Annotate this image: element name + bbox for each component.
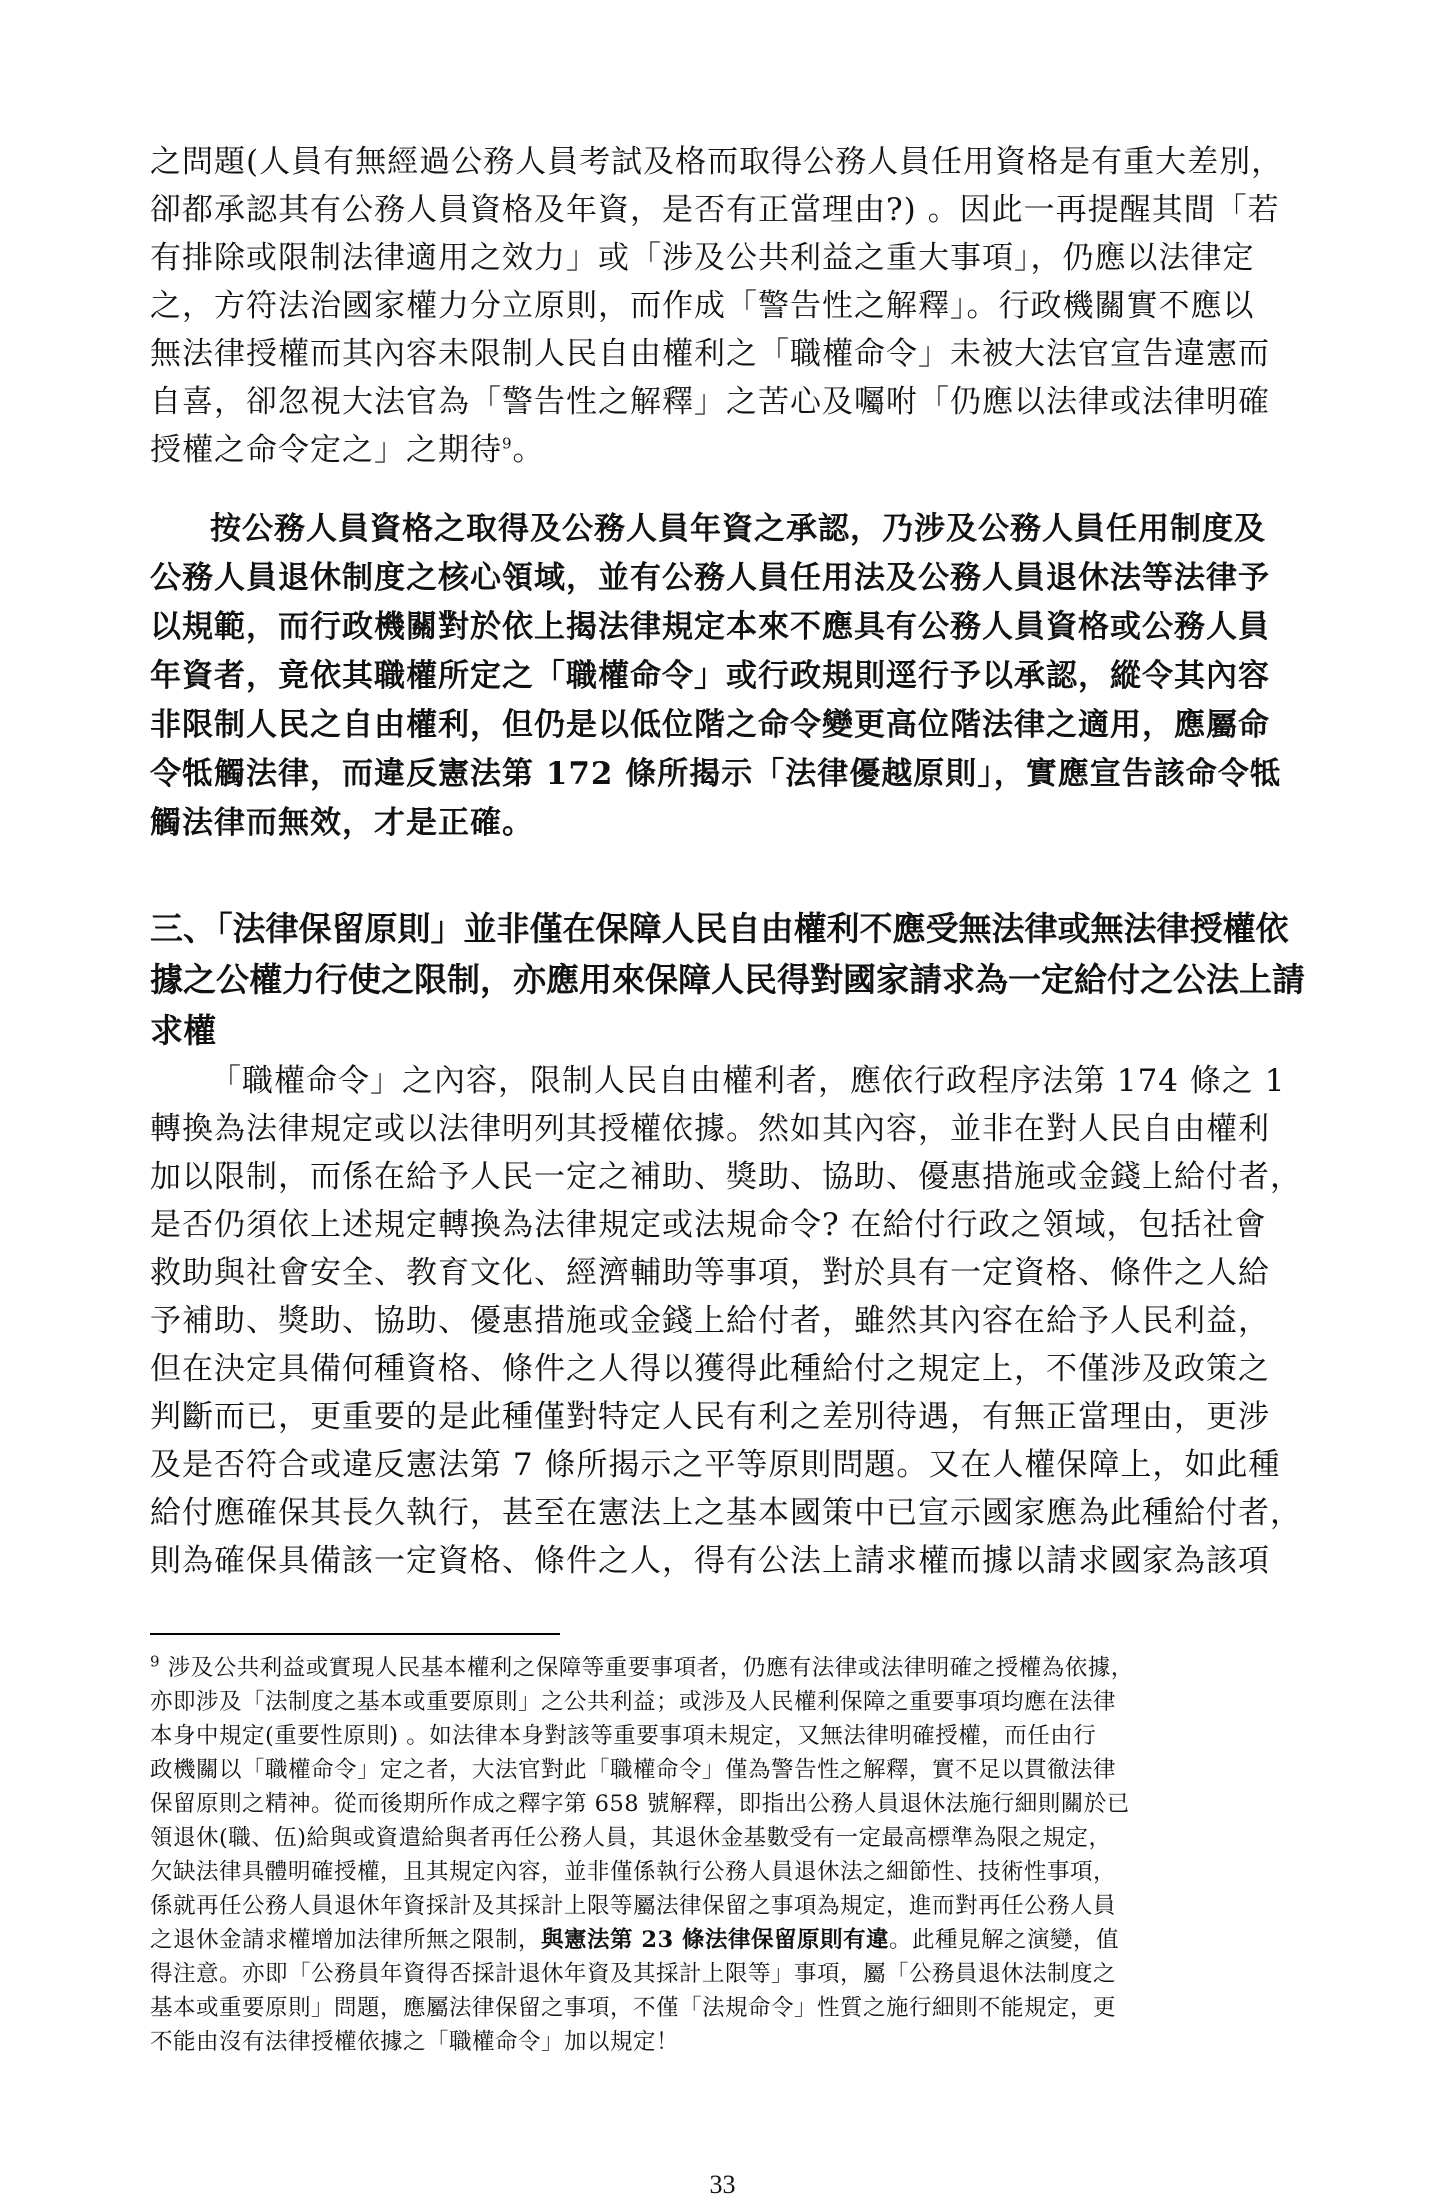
text-span: 涉及公共利益或實現人民基本權利之保障等重要事項者，仍應有法律或法律明確之授權為依據， xyxy=(167,1655,1134,1681)
page-number: 33 xyxy=(709,2170,736,2199)
footnote-line: 得注意。亦即「公務員年資得否採計退休年資及其採計上限等」事項，屬「公務員退休法制度之 xyxy=(150,1961,1117,1987)
footnote-line: 欠缺法律具體明確授權，且其規定內容，並非僅係執行公務人員退休法之細節性、技術性事項， xyxy=(150,1859,1117,1885)
text-line: 年資者，竟依其職權所定之「職權命令」或行政規則逕行予以承認，縱令其內容 xyxy=(150,658,1270,694)
text-span: 之退休金請求權增加法律所無之限制， xyxy=(150,1927,542,1953)
footnote-line xyxy=(150,1923,1300,1957)
text-line: 及是否符合或違反憲法第 7 條所揭示之平等原則問題。又在人權保障上，如此種 xyxy=(150,1447,1281,1483)
footnote-line: 保留原則之精神。從而後期所作成之釋字第 658 號解釋，即指出公務人員退休法施行細則關於已 xyxy=(150,1791,1130,1817)
text-line: 則為確保具備該一定資格、條件之人，得有公法上請求權而據以請求國家為該項 xyxy=(150,1543,1270,1579)
text-line: 加以限制，而係在給予人民一定之補助、獎助、協助、優惠措施或金錢上給付者， xyxy=(150,1159,1302,1195)
text-line: 給付應確保其長久執行，甚至在憲法上之基本國策中已宣示國家應為此種給付者， xyxy=(150,1495,1302,1531)
footnote-line: 本身中規定(重要性原則) 。如法律本身對該等重要事項未規定，又無法律明確授權，而任由行 xyxy=(150,1723,1097,1749)
text-line: 按公務人員資格之取得及公務人員年資之承認，乃涉及公務人員任用制度及 xyxy=(210,511,1266,547)
text-span: 。此種見解之演變，值 xyxy=(889,1927,1120,1953)
text-line: 以規範，而行政機關對於依上揭法律規定本來不應具有公務人員資格或公務人員 xyxy=(150,609,1270,645)
text-span: 。 xyxy=(512,432,545,468)
text-line-with-footnote xyxy=(150,426,1300,474)
text-line: 卻都承認其有公務人員資格及年資，是否有正當理由?) 。因此一再提醒其間「若 xyxy=(150,192,1280,228)
heading-line: 據之公權力行使之限制，亦應用來保障人民得對國家請求為一定給付之公法上請 xyxy=(150,960,1305,999)
text-line: 非限制人民之自由權利，但仍是以低位階之命令變更高位階法律之適用，應屬命 xyxy=(150,707,1270,743)
text-line: 判斷而已，更重要的是此種僅對特定人民有利之差別待遇，有無正當理由，更涉 xyxy=(150,1399,1270,1435)
footnote-line: 基本或重要原則」問題，應屬法律保留之事項，不僅「法規命令」性質之施行細則不能規定，更 xyxy=(150,1995,1117,2021)
text-line: 令牴觸法律，而違反憲法第 172 條所揭示「法律優越原則」，實應宣告該命令牴 xyxy=(150,756,1282,792)
footnote-line xyxy=(150,1651,1300,1685)
text-line: 但在決定具備何種資格、條件之人得以獲得此種給付之規定上，不僅涉及政策之 xyxy=(150,1351,1270,1387)
text-line: 之，方符法治國家權力分立原則，而作成「警告性之解釋」。行政機關實不應以 xyxy=(150,288,1255,324)
text-line: 救助與社會安全、教育文化、經濟輔助等事項，對於具有一定資格、條件之人給 xyxy=(150,1255,1270,1291)
footnote-line: 係就再任公務人員退休年資採計及其採計上限等屬法律保留之事項為規定，進而對再任公務人員 xyxy=(150,1893,1117,1919)
text-line: 自喜，卻忽視大法官為「警告性之解釋」之苦心及囑咐「仍應以法律或法律明確 xyxy=(150,384,1270,420)
footnote-line: 不能由沒有法律授權依據之「職權命令」加以規定！ xyxy=(150,2029,680,2055)
text-line: 公務人員退休制度之核心領域，並有公務人員任用法及公務人員退休法等法律予 xyxy=(150,560,1270,596)
text-line: 予補助、獎助、協助、優惠措施或金錢上給付者，雖然其內容在給予人民利益， xyxy=(150,1303,1270,1339)
text-line: 是否仍須依上述規定轉換為法律規定或法規命令? 在給付行政之領域，包括社會 xyxy=(150,1207,1267,1243)
text-line: 觸法律而無效，才是正確。 xyxy=(150,805,534,841)
text-line: 無法律授權而其內容未限制人民自由權利之「職權命令」未被大法官宣告違憲而 xyxy=(150,336,1270,372)
footnote-line: 政機關以「職權命令」定之者，大法官對此「職權命令」僅為警告性之解釋，實不足以貫徹法律 xyxy=(150,1757,1117,1783)
footnote-reference[interactable]: 9 xyxy=(502,434,513,453)
bold-text-span: 與憲法第 23 條法律保留原則有違 xyxy=(541,1927,889,1953)
text-line: 有排除或限制法律適用之效力」或「涉及公共利益之重大事項」，仍應以法律定 xyxy=(150,240,1255,276)
footnote-line: 亦即涉及「法制度之基本或重要原則」之公共利益；或涉及人民權利保障之重要事項均應在法律 xyxy=(150,1689,1117,1715)
footnote-line: 領退休(職、伍)給與或資遣給與者再任公務人員，其退休金基數受有一定最高標準為限之規定， xyxy=(150,1825,1112,1851)
text-line: 轉換為法律規定或以法律明列其授權依據。然如其內容，並非在對人民自由權利 xyxy=(150,1111,1270,1147)
footnote-separator xyxy=(150,1633,560,1635)
text-span: 授權之命令定之」之期待 xyxy=(150,432,502,468)
text-line: 之問題(人員有無經過公務人員考試及格而取得公務人員任用資格是有重大差別， xyxy=(150,144,1284,180)
heading-line: 三、「法律保留原則」並非僅在保障人民自由權利不應受無法律或無法律授權依 xyxy=(150,909,1289,948)
heading-line: 求權 xyxy=(150,1011,216,1050)
text-line: 「職權命令」之內容，限制人民自由權利者，應依行政程序法第 174 條之 1 xyxy=(210,1063,1286,1099)
footnote-number: 9 xyxy=(150,1652,161,1671)
